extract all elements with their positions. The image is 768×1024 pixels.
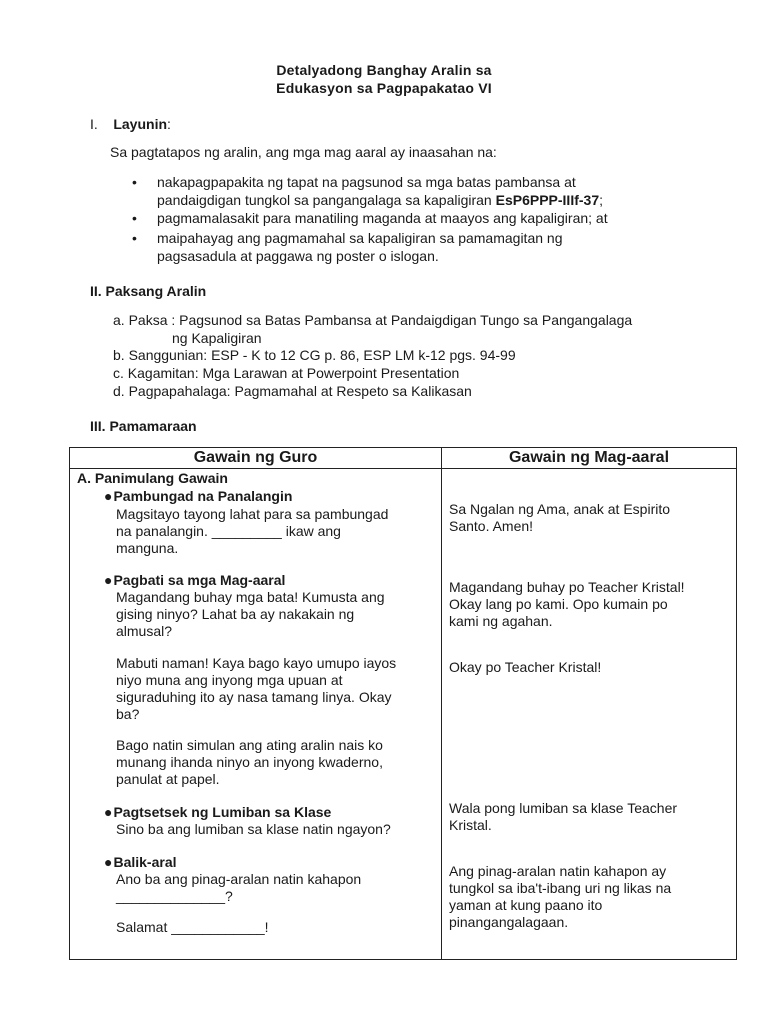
procedure-table <box>69 447 737 960</box>
section-paksang-aralin-heading: II. Paksang Aralin <box>90 283 207 299</box>
column-header-magaaral: Gawain ng Mag-aaral <box>442 448 737 469</box>
magaaral-response: Magandang buhay po Teacher Kristal! Okay lang po kami. Opo kumain po kami ng agahan. <box>449 579 685 629</box>
guro-text: Mabuti naman! Kaya bago kayo umupo iayos niyo muna ang inyong mga upuan at siguraduhing ito ay nasa tamang linya. Okay ba? <box>116 655 397 722</box>
document-title-line-2: Edukasyon sa Pagpapakatao VI <box>276 80 492 96</box>
objectives-list <box>130 173 670 265</box>
guro-text: Magandang buhay mga bata! Kumusta ang gising ninyo? Lahat ba ay nakakain ng almusal? <box>116 589 385 639</box>
magaaral-response: Wala pong lumiban sa klase Teacher Kristal. <box>449 800 678 833</box>
paksa-item-a-cont: ng Kapaligiran <box>172 330 262 346</box>
layunin-intro: Sa pagtatapos ng aralin, ang mga mag aaral ay inaasahan na: <box>110 144 497 160</box>
activity-heading: ●Pambungad na Panalangin <box>104 488 293 504</box>
paksa-item-d: d. Pagpapahalaga: Pagmamahal at Respeto sa Kalikasan <box>113 383 472 399</box>
guro-text: Sino ba ang lumiban sa klase natin ngayon? <box>116 821 391 837</box>
section-pamamaraan-heading: III. Pamamaraan <box>90 418 197 434</box>
paksa-item-c: c. Kagamitan: Mga Larawan at Powerpoint Presentation <box>113 365 460 381</box>
table-header-row <box>70 448 737 469</box>
panimulang-gawain-heading: A. Panimulang Gawain <box>77 470 228 486</box>
objective-item: • nakapagpapakita ng tapat na pagsunod sa mga batas pambansa at pandaigdigan tungkol sa pangangalaga sa kapaligiran EsP6PPP-IIIf-37; <box>130 173 670 209</box>
magaaral-response: Ang pinag-aralan natin kahapon ay tungkol sa iba't-ibang uri ng likas na yaman at kung paano ito pinangangalagaan. <box>449 863 672 930</box>
column-header-guro: Gawain ng Guro <box>70 448 442 469</box>
objective-item: • maipahayag ang pagmamahal sa kapaligiran sa pamamagitan ng pagsasadula at paggawa ng poster o islogan. <box>130 229 670 265</box>
paksa-item-a: a. Paksa : Pagsunod sa Batas Pambansa at Pandaigdigan Tungo sa Pangangalaga <box>113 312 633 328</box>
magaaral-response: Sa Ngalan ng Ama, anak at Espirito Santo. Amen! <box>449 501 671 534</box>
magaaral-response: Okay po Teacher Kristal! <box>449 659 602 675</box>
activity-heading: ●Balik-aral <box>104 854 177 870</box>
section-numeral: I. <box>90 116 98 132</box>
guro-text: Bago natin simulan ang ating aralin nais ko munang ihanda ninyo an inyong kwaderno, panulat at papel. <box>116 737 383 787</box>
guro-text: Ano ba ang pinag-aralan natin kahapon ______________? <box>116 871 362 904</box>
layunin-colon: : <box>167 116 171 132</box>
layunin-label: Layunin <box>113 116 168 132</box>
paksa-item-b: b. Sanggunian: ESP - K to 12 CG p. 86, ESP LM k-12 pgs. 94-99 <box>113 347 516 363</box>
objective-item: • pagmamalasakit para manatiling maganda at maayos ang kapaligiran; at <box>130 209 670 227</box>
guro-text: Magsitayo tayong lahat para sa pambungad na panalangin. _________ ikaw ang manguna. <box>116 506 389 556</box>
section-layunin-heading <box>90 115 171 133</box>
magaaral-cell <box>442 469 737 960</box>
document-title-line-1: Detalyadong Banghay Aralin sa <box>276 62 492 78</box>
guro-text: Salamat ____________! <box>116 919 269 935</box>
table-row <box>70 469 737 960</box>
competency-code: EsP6PPP-IIIf-37 <box>495 192 600 208</box>
activity-heading: ●Pagbati sa mga Mag-aaral <box>104 572 286 588</box>
guro-cell <box>70 469 442 960</box>
activity-heading: ●Pagtsetsek ng Lumiban sa Klase <box>104 804 332 820</box>
